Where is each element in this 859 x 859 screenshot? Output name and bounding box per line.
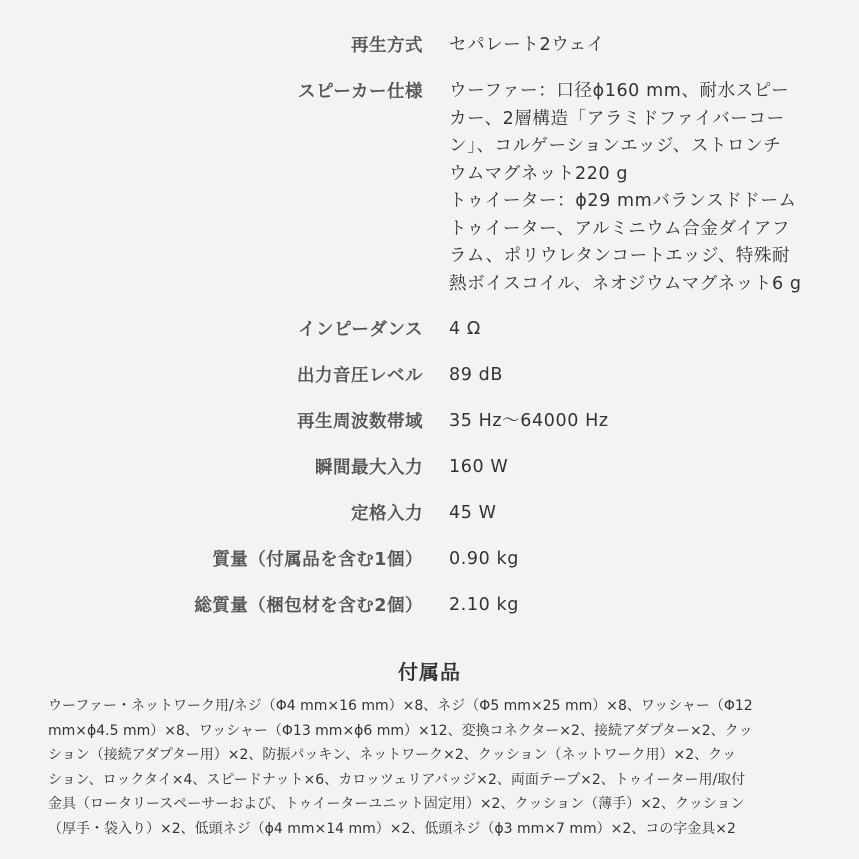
accessories-line: mm×ϕ4.5 mm）×8、ワッシャー（Φ13 mm×ϕ6 mm）×12、変換コネクター×2、接続アダプター×2、クッ — [48, 722, 753, 739]
spec-value-line: 35 Hz～64000 Hz — [449, 411, 609, 431]
accessories-heading: 付属品 — [398, 660, 461, 684]
spec-value-line: カー、2層構造「アラミドファイバーコー — [449, 108, 785, 129]
spec-label: 出力音圧レベル — [297, 366, 423, 386]
spec-row-peak-input — [0, 454, 859, 482]
spec-row-speaker — [0, 78, 859, 298]
spec-row-frequency — [0, 408, 859, 436]
spec-value-line: 熱ボイスコイル、ネオジウムマグネット6 g — [449, 273, 802, 294]
spec-value-line: トゥイーター：ϕ29 mmバランスドドーム — [449, 191, 797, 211]
spec-label: 瞬間最大入力 — [315, 458, 423, 478]
spec-value-line: 4 Ω — [449, 319, 481, 339]
spec-value-line: 89 dB — [449, 365, 503, 385]
spec-row-mass — [0, 546, 859, 574]
spec-label: 再生方式 — [351, 36, 423, 56]
spec-value — [449, 546, 821, 574]
accessories-line: 金具（ロータリースペーサーおよび、トゥイーターユニット固定用）×2、クッション（薄手）×2、クッション — [48, 796, 745, 813]
spec-value-line: ン」、コルゲーションエッジ、ストロンチ — [449, 136, 782, 156]
spec-label: 定格入力 — [351, 504, 423, 524]
accessories-line: ション、ロックタイ×4、スピードナット×6、カロッツェリアバッジ×2、両面テープ×2、トゥイーター用/取付 — [48, 771, 746, 788]
spec-row-sensitivity — [0, 362, 859, 390]
spec-value — [449, 592, 821, 620]
spec-label: スピーカー仕様 — [298, 82, 423, 102]
spec-row-rated-input — [0, 500, 859, 528]
spec-row-total-mass — [0, 592, 859, 620]
accessories-line: （厚手・袋入り）×2、低頭ネジ（ϕ4 mm×14 mm）×2、低頭ネジ（ϕ3 mm×7 mm）×2、コの字金具×2 — [48, 820, 736, 837]
spec-label: 質量（付属品を含む1個） — [212, 550, 423, 570]
spec-value-line: 45 W — [449, 503, 497, 523]
spec-value — [449, 78, 821, 298]
spec-value-line: セパレート2ウェイ — [449, 35, 605, 55]
spec-value-line: ラム、ポリウレタンコートエッジ、特殊耐 — [449, 246, 791, 266]
spec-value-line: ウーファー：口径ϕ160 mm、耐水スピー — [449, 81, 790, 101]
spec-value — [449, 500, 821, 528]
spec-value-line: 2.10 kg — [449, 595, 519, 615]
accessories-line: ション（接続アダプター用）×2、防振パッキン、ネットワーク×2、クッション（ネットワーク用）×2、クッ — [48, 747, 737, 764]
spec-label: 総質量（梱包材を含む2個） — [194, 596, 423, 616]
spec-value-line: トゥイーター、アルミニウム合金ダイアフ — [449, 218, 791, 239]
accessories-list — [48, 694, 823, 842]
spec-value — [449, 408, 821, 436]
spec-table — [0, 32, 859, 638]
spec-value — [449, 454, 821, 482]
spec-label: 再生周波数帯域 — [297, 412, 423, 432]
spec-label: インピーダンス — [298, 320, 423, 340]
spec-value — [449, 362, 821, 390]
spec-value-line: ウムマグネット220 g — [449, 163, 629, 184]
spec-value — [449, 32, 821, 60]
spec-value-line: 0.90 kg — [449, 549, 519, 569]
spec-row-playback — [0, 32, 859, 60]
accessories-line: ウーファー・ネットワーク用/ネジ（Φ4 mm×16 mm）×8、ネジ（Φ5 mm×25 mm）×8、ワッシャー（Φ12 — [48, 698, 753, 714]
spec-value-line: 160 W — [449, 457, 509, 477]
spec-row-impedance — [0, 316, 859, 344]
spec-value — [449, 316, 821, 344]
